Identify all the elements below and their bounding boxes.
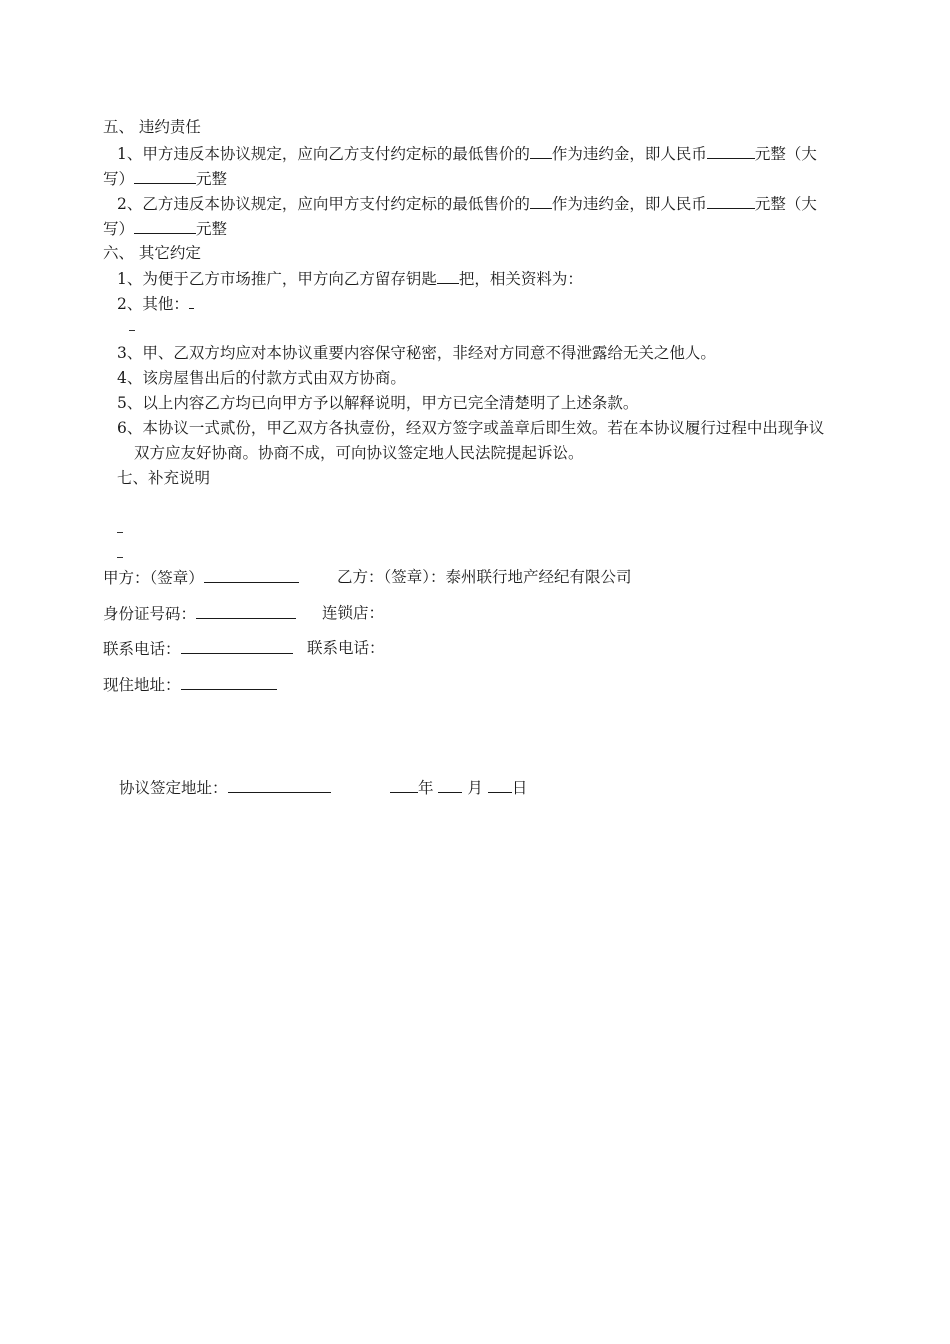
empty-paragraph-mark [117,532,123,533]
blank-field [488,777,512,793]
clause-line: 2、乙方违反本协议规定，应向甲方支付约定标的最低售价的 作为违约金，即人民币 元整（大 [117,195,817,213]
clause-line: 5、以上内容乙方均已向甲方予以解释说明，甲方已完全清楚明了上述条款。 [117,394,639,412]
empty-paragraph-mark [129,330,135,331]
party-b-signature-line: 乙方：（签章）：泰州联行地产经纪有限公司 [337,568,632,586]
blank-field [437,268,459,284]
blank-field [530,193,552,209]
date-line: 年 月 日 [390,777,527,798]
blank-field [196,603,296,619]
blank-field [228,777,331,793]
store-line: 连锁店： [322,604,385,622]
clause-line: 1、为便于乙方市场推广，甲方向乙方留存钥匙 把，相关资料为： [117,270,583,288]
blank-field [438,777,462,793]
clause-line: 写） 元整 [103,170,228,188]
blank-field [707,193,755,209]
address-line: 现住地址： [103,674,277,695]
section-heading: 五、 违约责任 [103,118,201,136]
sign-place-line: 协议签定地址： [119,777,331,798]
clause-line: 3、甲、乙双方均应对本协议重要内容保守秘密，非经对方同意不得泄露给无关之他人。 [117,344,716,362]
clause-line: 双方应友好协商。协商不成，可向协议签定地人民法院提起诉讼。 [134,444,584,462]
id-number-line: 身份证号码： [103,603,296,624]
phone-b-line: 联系电话： [307,639,385,657]
clause-line: 6、本协议一式贰份，甲乙双方各执壹份，经双方签字或盖章后即生效。若在本协议履行过程中出现争议 [117,419,825,437]
blank-field [181,638,293,654]
clause-line: 2、其他： [117,293,194,314]
clause-line: 写） 元整 [103,220,228,238]
blank-field [390,777,418,793]
blank-field [134,168,196,184]
blank-field [530,143,552,159]
clause-line: 1、甲方违反本协议规定，应向乙方支付约定标的最低售价的 作为违约金，即人民币 元整（大 [117,145,817,163]
empty-paragraph-mark [117,557,123,558]
blank-field [204,567,299,583]
party-a-signature-line: 甲方：（签章） [103,567,299,588]
clause-line: 4、该房屋售出后的付款方式由双方协商。 [117,369,406,387]
blank-field [134,218,196,234]
section-heading: 六、 其它约定 [103,244,201,262]
section-heading: 七、补充说明 [117,469,211,487]
blank-field [181,674,277,690]
phone-a-line: 联系电话： [103,638,293,659]
blank-field [707,143,755,159]
blank-field [189,293,194,309]
